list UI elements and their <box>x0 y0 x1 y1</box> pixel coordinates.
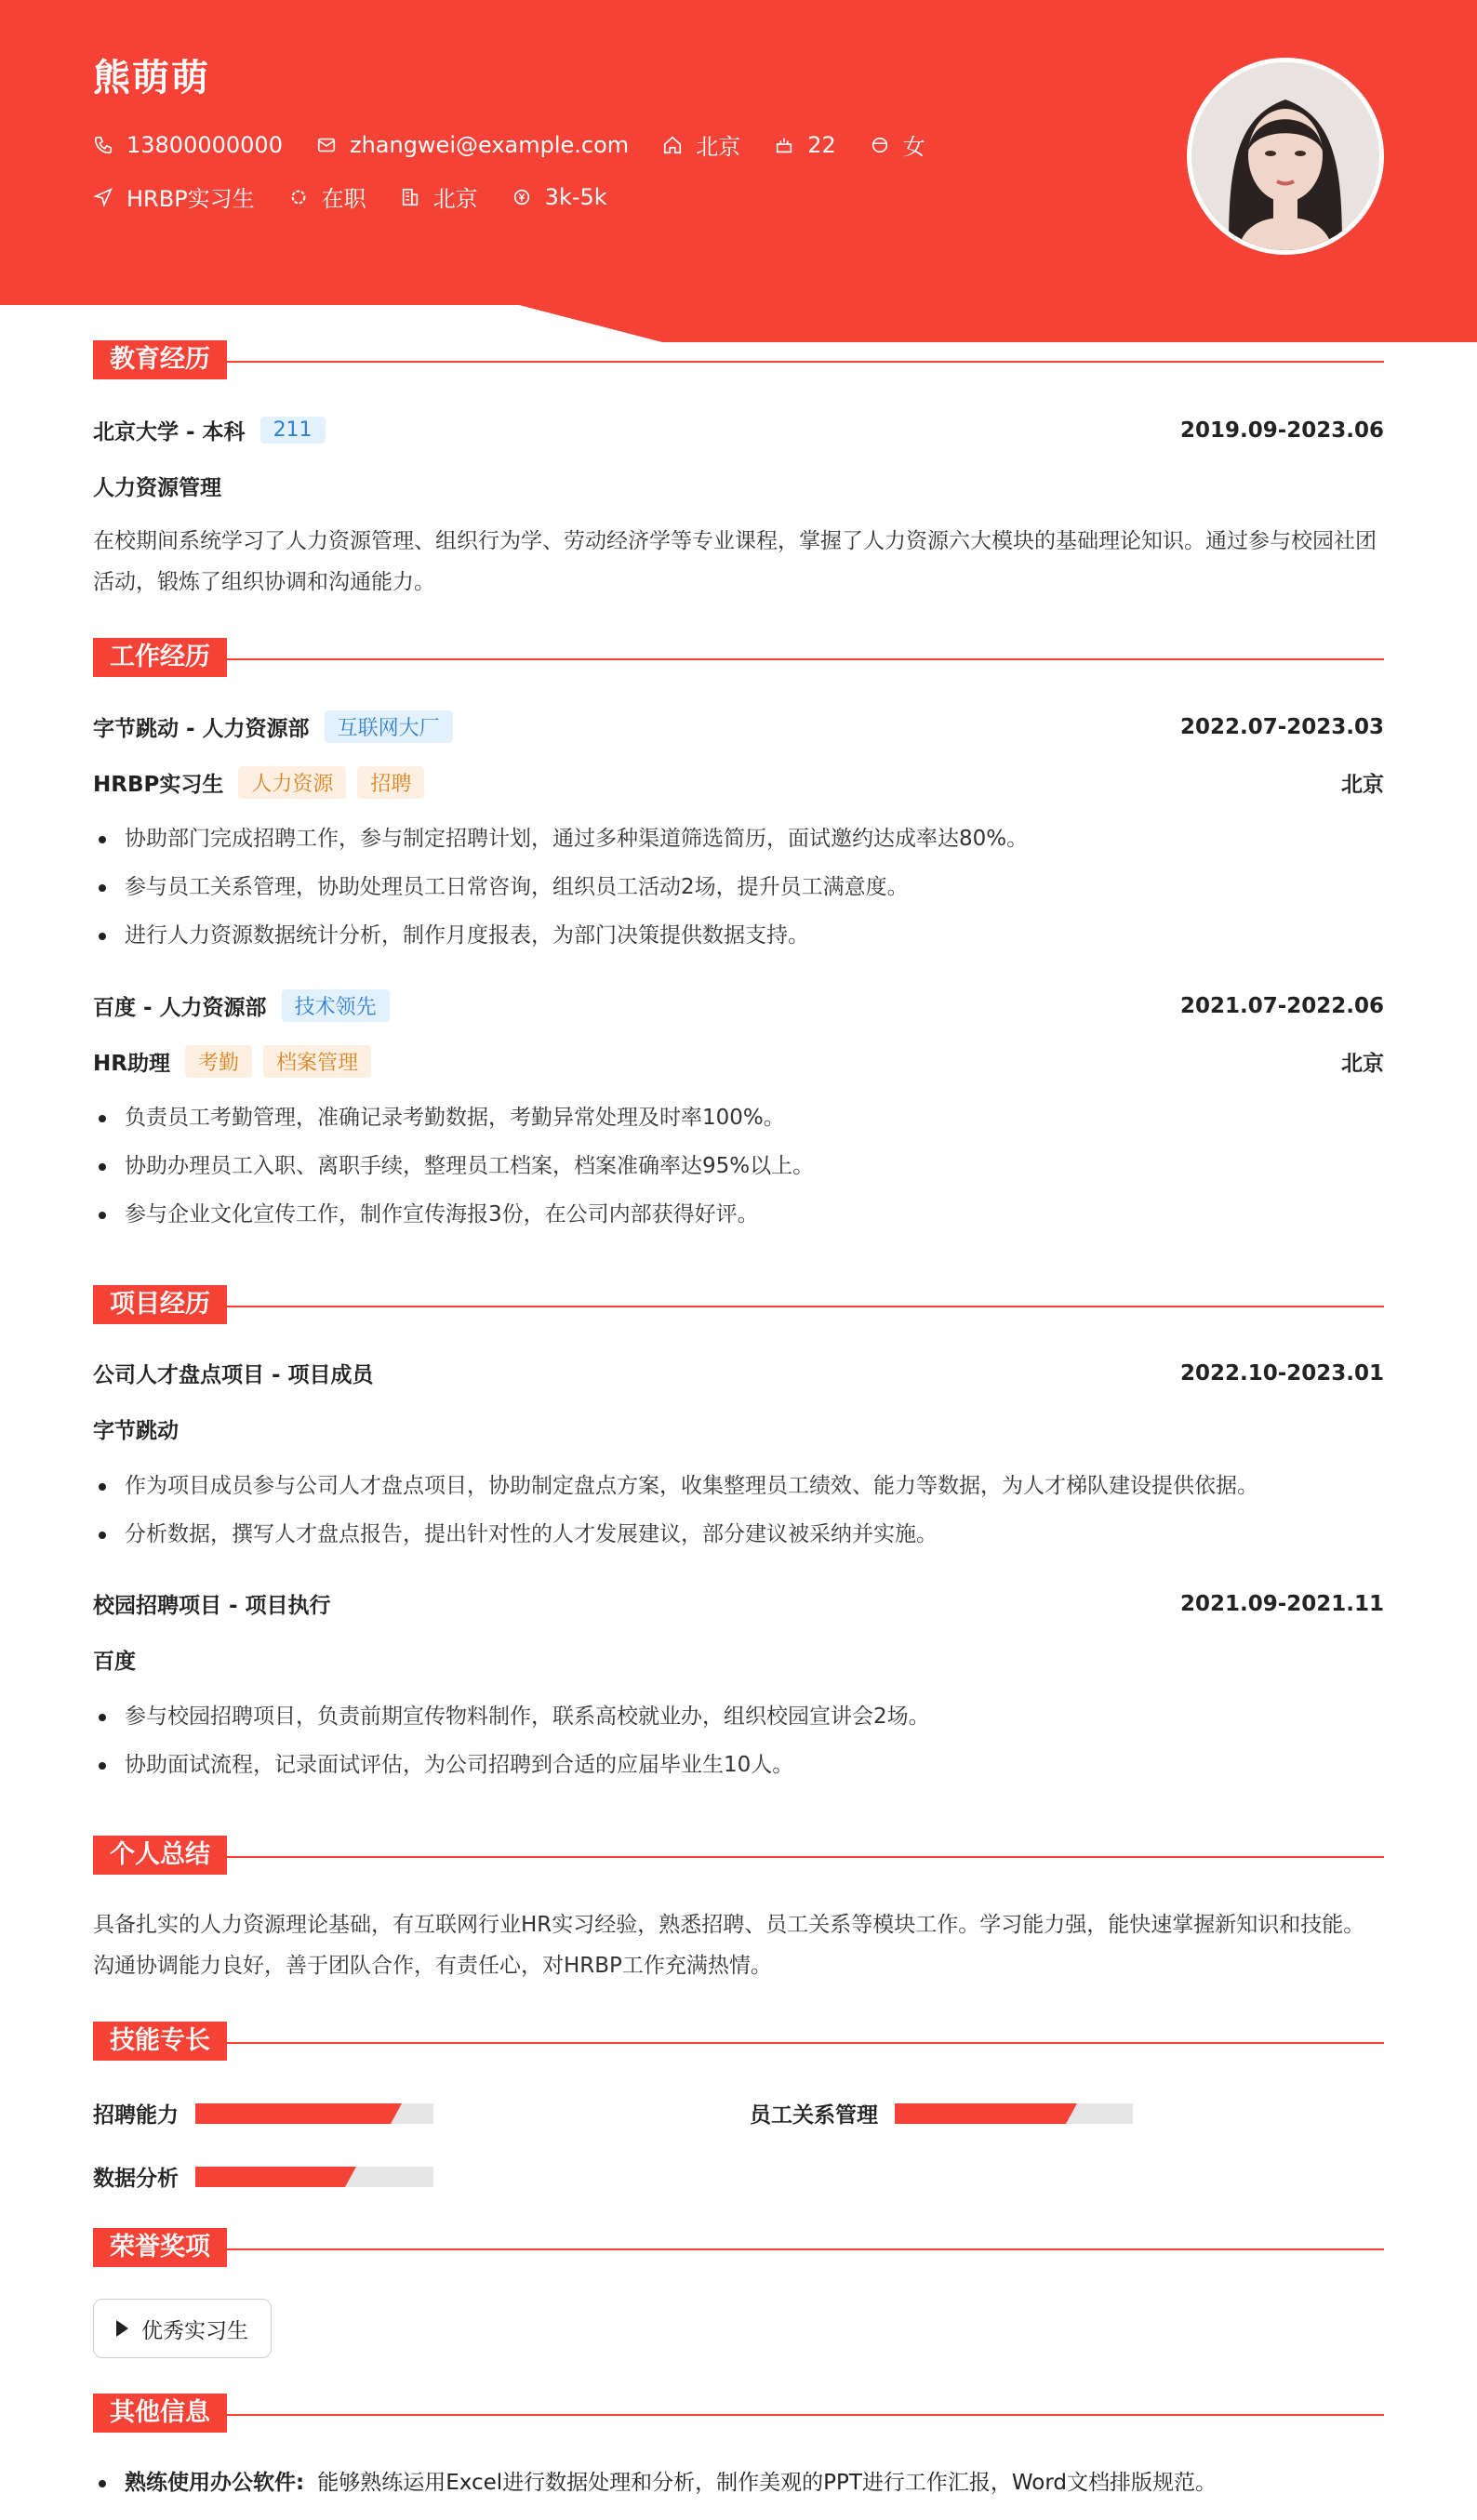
skill-item <box>750 2098 1133 2129</box>
education-row <box>93 415 1384 445</box>
summary-text: 具备扎实的人力资源理论基础，有互联网行业HR实习经验，熟悉招聘、员工关系等模块工作。学习能力强，能快速掌握新知识和技能。沟通协调能力良好，善于团队合作，有责任心，对HRBP工作充满热情。 <box>93 1913 1365 1978</box>
role-name: HRBP实习生 <box>93 773 224 797</box>
position-text: HRBP实习生 <box>126 186 255 212</box>
skill-bar-fill <box>195 2167 345 2187</box>
section-skills <box>93 2022 1384 2061</box>
work-role-row <box>93 766 1384 799</box>
gender-icon <box>870 135 890 155</box>
section-divider <box>93 2042 1384 2044</box>
section-title: 项目经历 <box>93 1285 227 1324</box>
gender-text: 女 <box>902 134 925 160</box>
list-item: 协助部门完成招聘工作，参与制定招聘计划，通过多种渠道筛选简历，面试邀约达成率达80%。 <box>93 815 1386 863</box>
money-icon <box>512 187 532 207</box>
city-text: 北京 <box>432 186 478 212</box>
cake-icon <box>774 135 794 155</box>
list-item: 协助面试流程，记录面试评估，为公司招聘到合适的应届毕业生10人。 <box>93 1741 1386 1789</box>
section-projects <box>93 1285 1384 1324</box>
project-org-row <box>93 1413 1384 1444</box>
candidate-name: 熊萌萌 <box>93 57 210 99</box>
avatar <box>1187 58 1384 255</box>
skill-bar <box>195 2167 433 2187</box>
other-label: 熟练使用办公软件: <box>125 2471 305 2495</box>
age-item <box>774 132 836 158</box>
mail-icon <box>316 135 337 155</box>
section-title: 个人总结 <box>93 1836 227 1875</box>
project-row <box>93 1358 1384 1388</box>
salary-item <box>512 184 607 210</box>
list-item: 参与企业文化宣传工作，制作宣传海报3份，在公司内部获得好评。 <box>93 1190 1386 1239</box>
skill-bar-fill <box>195 2103 391 2124</box>
building-icon <box>400 187 420 207</box>
home-icon <box>662 135 683 155</box>
contact-row <box>93 128 959 161</box>
other-list <box>93 2462 1386 2503</box>
role-tag: 档案管理 <box>263 1045 371 1078</box>
section-education <box>93 340 1384 379</box>
list-item: 作为项目成员参与公司人才盘点项目，协助制定盘点方案，收集整理员工绩效、能力等数据，为人才梯队建设提供依据。 <box>93 1462 1386 1510</box>
gender-item <box>870 128 925 161</box>
list-item: 参与员工关系管理，协助处理员工日常咨询，组织员工活动2场，提升员工满意度。 <box>93 863 1386 911</box>
project-org: 字节跳动 <box>93 1419 179 1443</box>
project-period: 2021.09-2021.11 <box>1179 1591 1384 1616</box>
project-org-row <box>93 1644 1384 1675</box>
company-tag: 互联网大厂 <box>325 710 453 743</box>
resume-header <box>0 0 1477 353</box>
project-period: 2022.10-2023.01 <box>1179 1360 1384 1386</box>
list-item: 协助办理员工入职、离职手续，整理员工档案，档案准确率达95%以上。 <box>93 1142 1386 1190</box>
project-bullets <box>93 1692 1386 1789</box>
job-intent-row <box>93 180 641 213</box>
skill-name: 员工关系管理 <box>750 2103 878 2128</box>
section-divider <box>93 658 1384 660</box>
school-name: 北京大学 - 本科 <box>93 420 246 444</box>
company-name: 百度 - 人力资源部 <box>93 996 267 1020</box>
section-awards <box>93 2228 1384 2267</box>
hometown-text: 北京 <box>696 134 741 160</box>
city-item <box>400 180 478 213</box>
section-title: 其他信息 <box>93 2394 227 2433</box>
project-row <box>93 1588 1384 1619</box>
role-name: HR助理 <box>93 1052 170 1076</box>
award-item <box>93 2299 272 2358</box>
section-title: 荣誉奖项 <box>93 2228 227 2267</box>
list-item <box>93 2462 1386 2503</box>
send-icon <box>93 187 113 207</box>
work-location: 北京 <box>1341 773 1384 797</box>
role-tag: 考勤 <box>185 1045 252 1078</box>
role-tag: 人力资源 <box>238 766 346 799</box>
work-company-row <box>93 710 1384 743</box>
section-divider <box>93 2248 1384 2250</box>
phone-text: 13800000000 <box>126 131 283 158</box>
education-period: 2019.09-2023.06 <box>1179 418 1384 443</box>
play-icon <box>116 2320 128 2337</box>
list-item: 进行人力资源数据统计分析，制作月度报表，为部门决策提供数据支持。 <box>93 911 1386 960</box>
project-org: 百度 <box>93 1650 136 1674</box>
section-summary <box>93 1836 1384 1875</box>
work-company-row <box>93 989 1384 1022</box>
company-name: 字节跳动 - 人力资源部 <box>93 717 310 741</box>
status-icon <box>288 187 309 207</box>
company-tag: 技术领先 <box>282 989 390 1022</box>
salary-text: 3k-5k <box>544 183 607 210</box>
school-tag: 211 <box>260 417 326 444</box>
award-name: 优秀实习生 <box>141 2318 248 2343</box>
skill-item <box>93 2098 433 2129</box>
email-item <box>316 132 629 158</box>
list-item: 分析数据，撰写人才盘点报告，提出针对性的人才发展建议，部分建议被采纳并实施。 <box>93 1510 1386 1558</box>
section-divider <box>93 1856 1384 1858</box>
work-bullets <box>93 815 1386 960</box>
section-divider <box>93 1306 1384 1307</box>
work-bullets <box>93 1094 1386 1239</box>
section-title: 教育经历 <box>93 340 227 379</box>
skill-name: 招聘能力 <box>93 2103 179 2128</box>
project-bullets <box>93 1462 1386 1558</box>
avatar-photo <box>1191 62 1379 250</box>
skill-bar <box>895 2103 1133 2124</box>
education-description: 在校期间系统学习了人力资源管理、组织行为学、劳动经济学等专业课程，掌握了人力资源六大模块的基础理论知识。通过参与校园社团活动，锻炼了组织协调和沟通能力。 <box>93 529 1377 594</box>
age-text: 22 <box>807 131 836 158</box>
section-divider <box>93 2414 1384 2416</box>
work-role-row <box>93 1045 1384 1078</box>
phone-item <box>93 132 283 158</box>
section-title: 工作经历 <box>93 638 227 677</box>
list-item: 参与校园招聘项目，负责前期宣传物料制作，联系高校就业办，组织校园宣讲会2场。 <box>93 1692 1386 1741</box>
position-item <box>93 180 255 213</box>
section-work <box>93 638 1384 677</box>
status-text: 在职 <box>321 186 366 212</box>
skill-bar <box>195 2103 433 2124</box>
skill-item <box>93 2161 433 2192</box>
major: 人力资源管理 <box>93 476 221 500</box>
skill-bar-fill <box>895 2103 1066 2124</box>
skill-name: 数据分析 <box>93 2167 179 2191</box>
work-period: 2022.07-2023.03 <box>1179 714 1384 739</box>
work-location: 北京 <box>1341 1052 1384 1076</box>
project-name: 公司人才盘点项目 - 项目成员 <box>93 1363 374 1387</box>
list-item: 负责员工考勤管理，准确记录考勤数据，考勤异常处理及时率100%。 <box>93 1094 1386 1142</box>
section-divider <box>93 361 1384 363</box>
major-row <box>93 471 1384 501</box>
email-text: zhangwei@example.com <box>349 131 630 158</box>
section-other <box>93 2394 1384 2433</box>
hometown-item <box>662 128 740 161</box>
work-period: 2021.07-2022.06 <box>1179 993 1384 1018</box>
status-item <box>288 180 366 213</box>
phone-icon <box>93 135 113 155</box>
role-tag: 招聘 <box>357 766 424 799</box>
section-title: 技能专长 <box>93 2022 227 2061</box>
other-text: 能够熟练运用Excel进行数据处理和分析，制作美观的PPT进行工作汇报，Word文档排版规范。 <box>317 2471 1218 2495</box>
project-name: 校园招聘项目 - 项目执行 <box>93 1594 331 1618</box>
